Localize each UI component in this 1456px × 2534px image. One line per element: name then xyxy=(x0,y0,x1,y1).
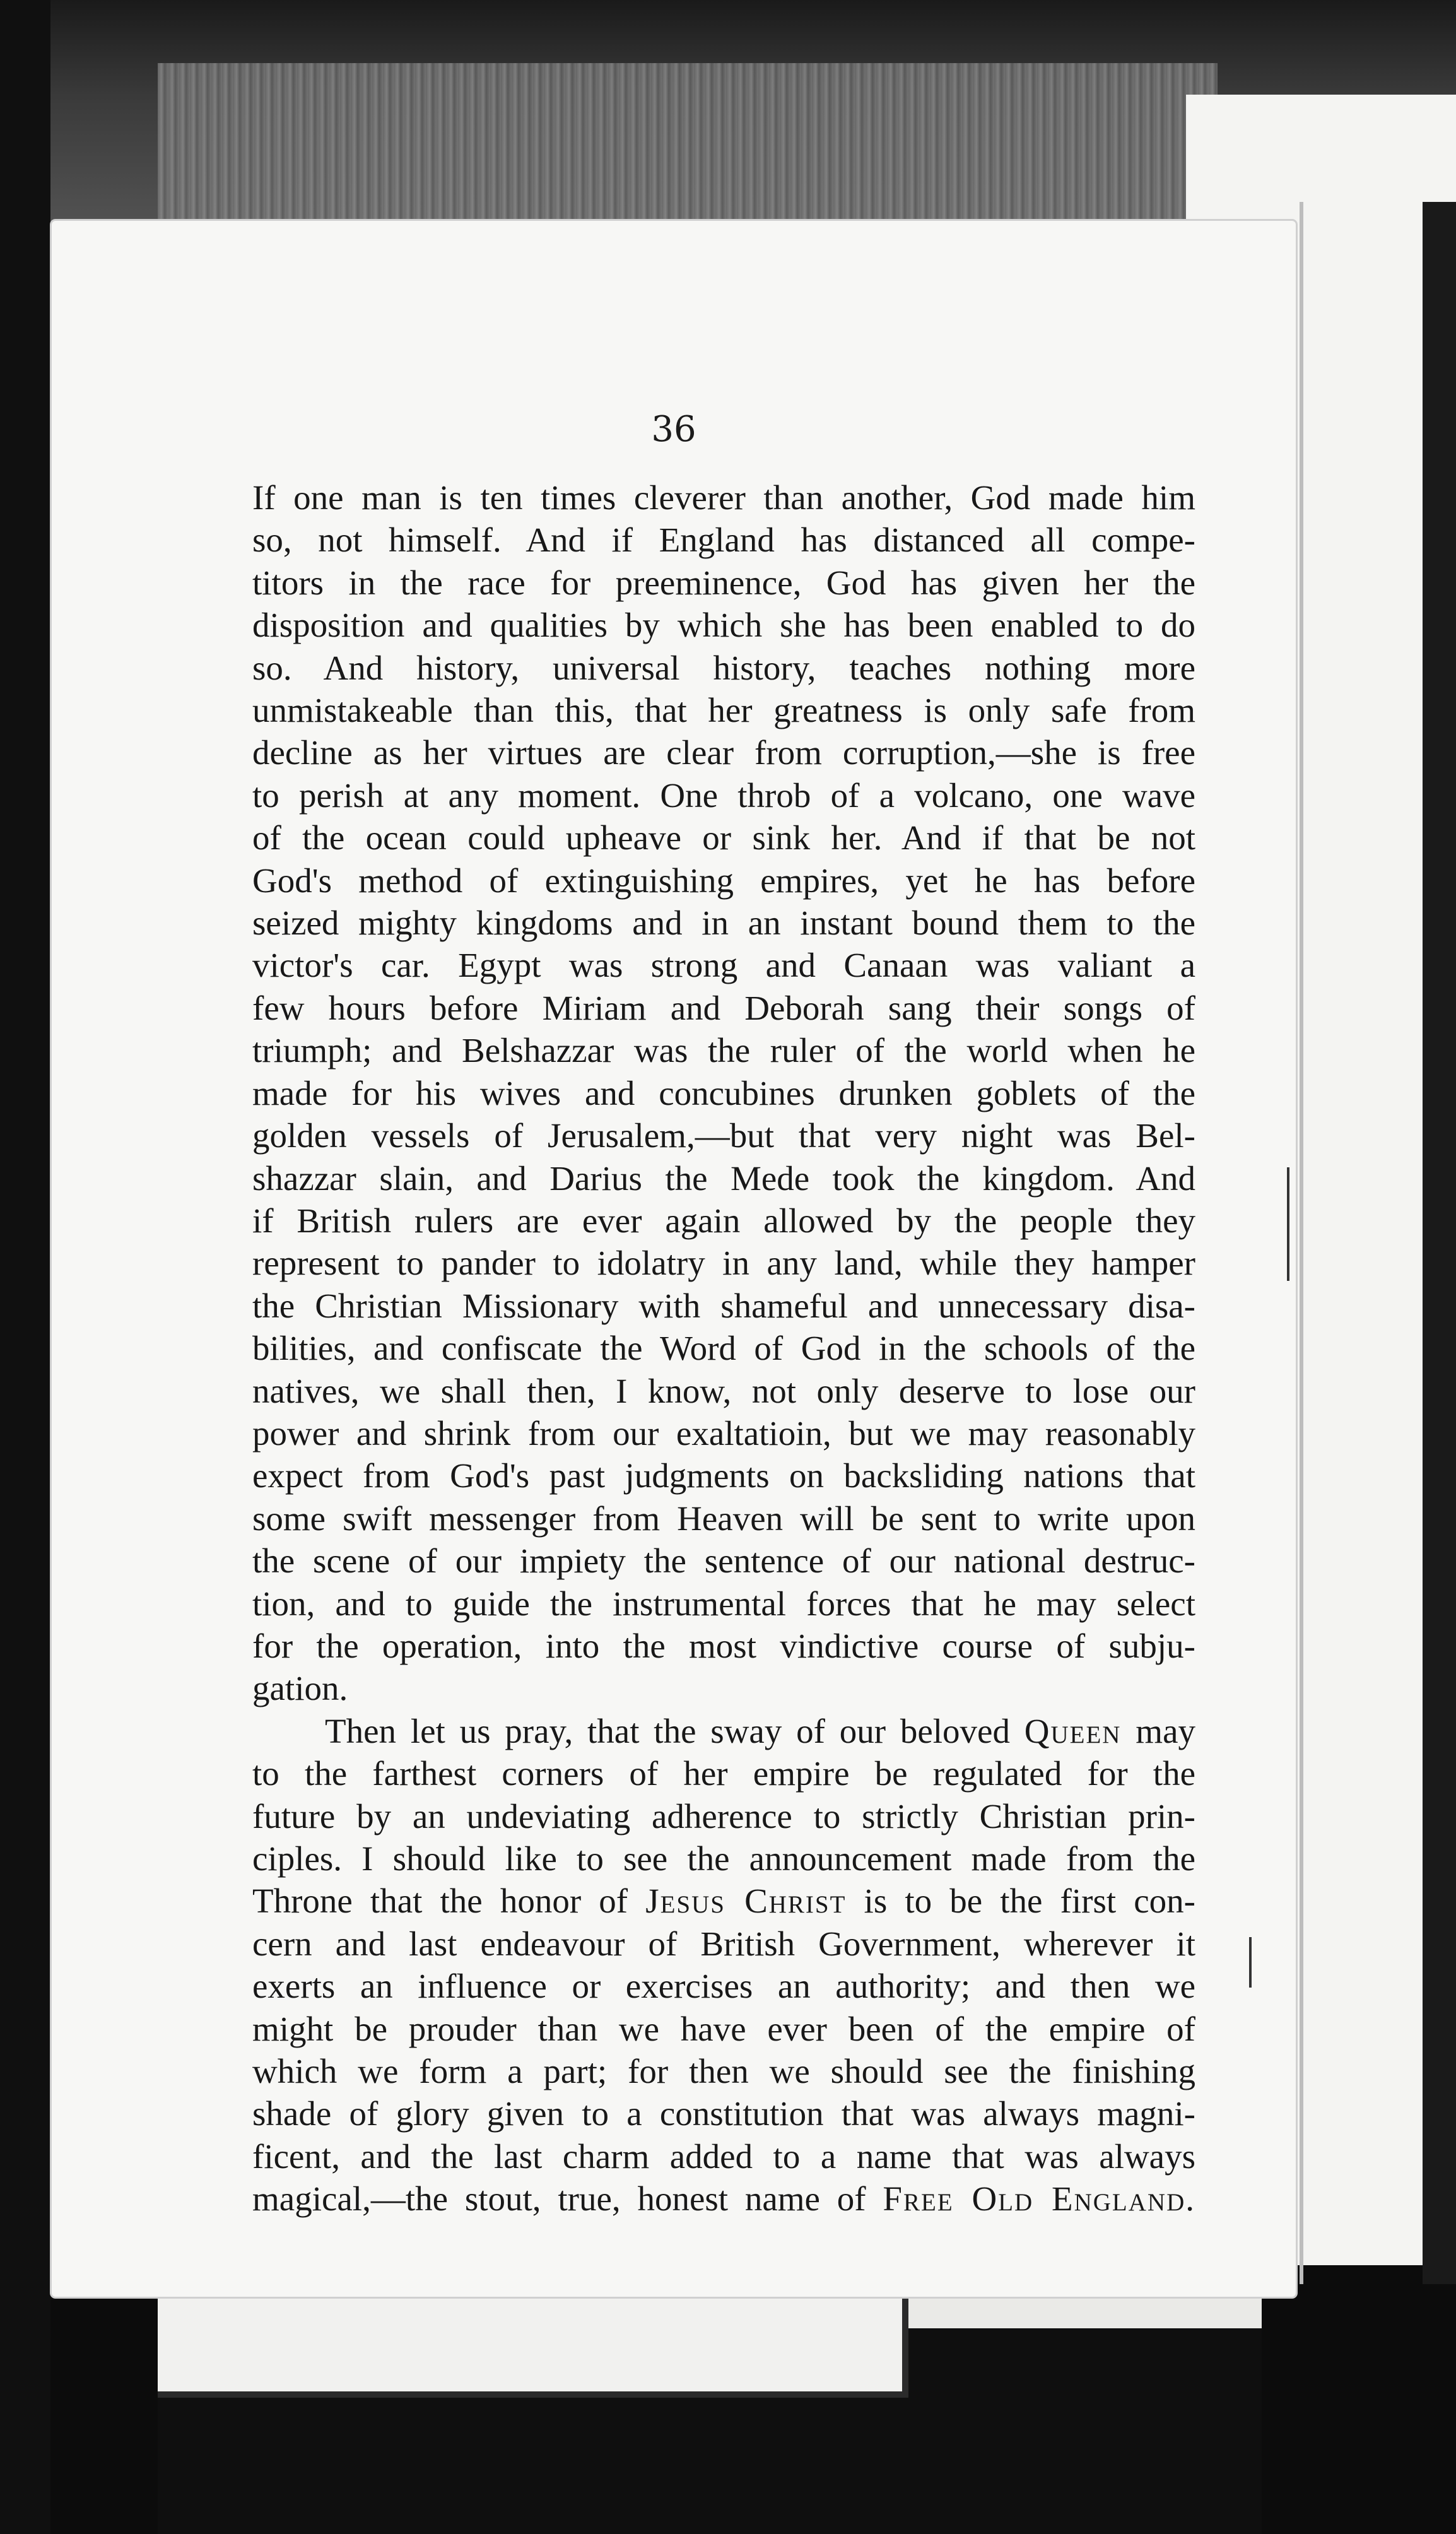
paragraph-1 xyxy=(252,476,1195,1710)
scan-left-border xyxy=(0,0,50,2534)
text-line: to perish at any moment. One throb of a volcano, one wave xyxy=(252,775,1195,815)
text-line: victor's car. Egypt was strong and Canaan was valiant a xyxy=(252,946,1195,985)
text-line: for the operation, into the most vindictive course of subju- xyxy=(252,1626,1195,1665)
text-line: tion, and to guide the instrumental forces that he may select xyxy=(252,1584,1195,1623)
text-line: so, not himself. And if England has distanced all compe- xyxy=(252,521,1195,560)
text-line: represent to pander to idolatry in any land, while they hamper xyxy=(252,1244,1195,1283)
text-line: of the ocean could upheave or sink her. And if that be not xyxy=(252,818,1195,857)
jesus-christ-small-caps: Jesus Christ xyxy=(645,1882,847,1921)
body-text xyxy=(252,476,1195,2220)
text-line: expect from God's past judgments on backsliding nations that xyxy=(252,1456,1195,1495)
scan-right-border xyxy=(1423,202,1456,2284)
text-line: decline as her virtues are clear from corruption,—she is free xyxy=(252,733,1195,772)
text-line: might be prouder than we have ever been of the empire of xyxy=(252,2009,1195,2048)
text-line: magical,—the stout, true, honest name of Free Old England. xyxy=(252,2179,1195,2219)
page-number: 36 xyxy=(651,409,696,450)
text-line: triumph; and Belshazzar was the ruler of the world when he xyxy=(252,1031,1195,1070)
text-line: gation. xyxy=(252,1669,348,1708)
text-line: made for his wives and concubines drunken goblets of the xyxy=(252,1073,1195,1112)
text-line: power and shrink from our exaltatioin, but we may reasonably xyxy=(252,1413,1195,1453)
text-line: ficent, and the last charm added to a name that was always xyxy=(252,2136,1195,2176)
text-line: natives, we shall then, I know, not only deserve to lose our xyxy=(252,1371,1195,1410)
margin-mark xyxy=(1287,1167,1289,1281)
text-line: Throne that the honor of Jesus Christ is to be the first con- xyxy=(252,1882,1195,1921)
queen-small-caps: Queen xyxy=(1024,1711,1122,1750)
text-line: few hours before Miriam and Deborah sang their songs of xyxy=(252,988,1195,1027)
text-line: ciples. I should like to see the announcement made from the xyxy=(252,1839,1195,1878)
text-line: golden vessels of Jerusalem,—but that very night was Bel- xyxy=(252,1116,1195,1155)
text-line: exerts an influence or exercises an authority; and then we xyxy=(252,1967,1195,2006)
text-line: cern and last endeavour of British Government, wherever it xyxy=(252,1924,1195,1963)
text-line: some swift messenger from Heaven will be sent to write upon xyxy=(252,1499,1195,1538)
text-line: disposition and qualities by which she has been enabled to do xyxy=(252,606,1195,645)
text-line: which we form a part; for then we should see the finishing xyxy=(252,2052,1195,2091)
text-line: so. And history, universal history, teaches nothing more xyxy=(252,648,1195,687)
text-line: bilities, and confiscate the Word of God in the schools of the xyxy=(252,1329,1195,1368)
book-page xyxy=(52,221,1296,2297)
text-line: Then let us pray, that the sway of our beloved Queen may xyxy=(325,1711,1195,1750)
free-old-england-small-caps: Free Old England. xyxy=(883,2179,1195,2219)
text-line: future by an undeviating adherence to strictly Christian prin- xyxy=(252,1796,1195,1836)
text-line: if British rulers are ever again allowed by the people they xyxy=(252,1201,1195,1240)
text-line: seized mighty kingdoms and in an instant bound them to the xyxy=(252,904,1195,943)
text-line: shade of glory given to a constitution that was always magni- xyxy=(252,2094,1195,2133)
text-line: shazzar slain, and Darius the Mede took the kingdom. And xyxy=(252,1158,1195,1198)
text-line: to the farthest corners of her empire be regulated for the xyxy=(252,1754,1195,1793)
adjacent-leaf-edge xyxy=(1300,202,1303,2284)
text-line: God's method of extinguishing empires, yet he has before xyxy=(252,861,1195,900)
text-line: If one man is ten times cleverer than another, God made him xyxy=(252,478,1195,517)
text-line: unmistakeable than this, that her greatness is only safe from xyxy=(252,691,1195,730)
text-line: the Christian Missionary with shameful and unnecessary disa- xyxy=(252,1286,1195,1325)
margin-mark xyxy=(1249,1937,1252,1988)
text-line: the scene of our impiety the sentence of our national destruc- xyxy=(252,1541,1195,1581)
paragraph-2 xyxy=(252,1710,1195,2220)
text-line: titors in the race for preeminence, God has given her the xyxy=(252,563,1195,602)
